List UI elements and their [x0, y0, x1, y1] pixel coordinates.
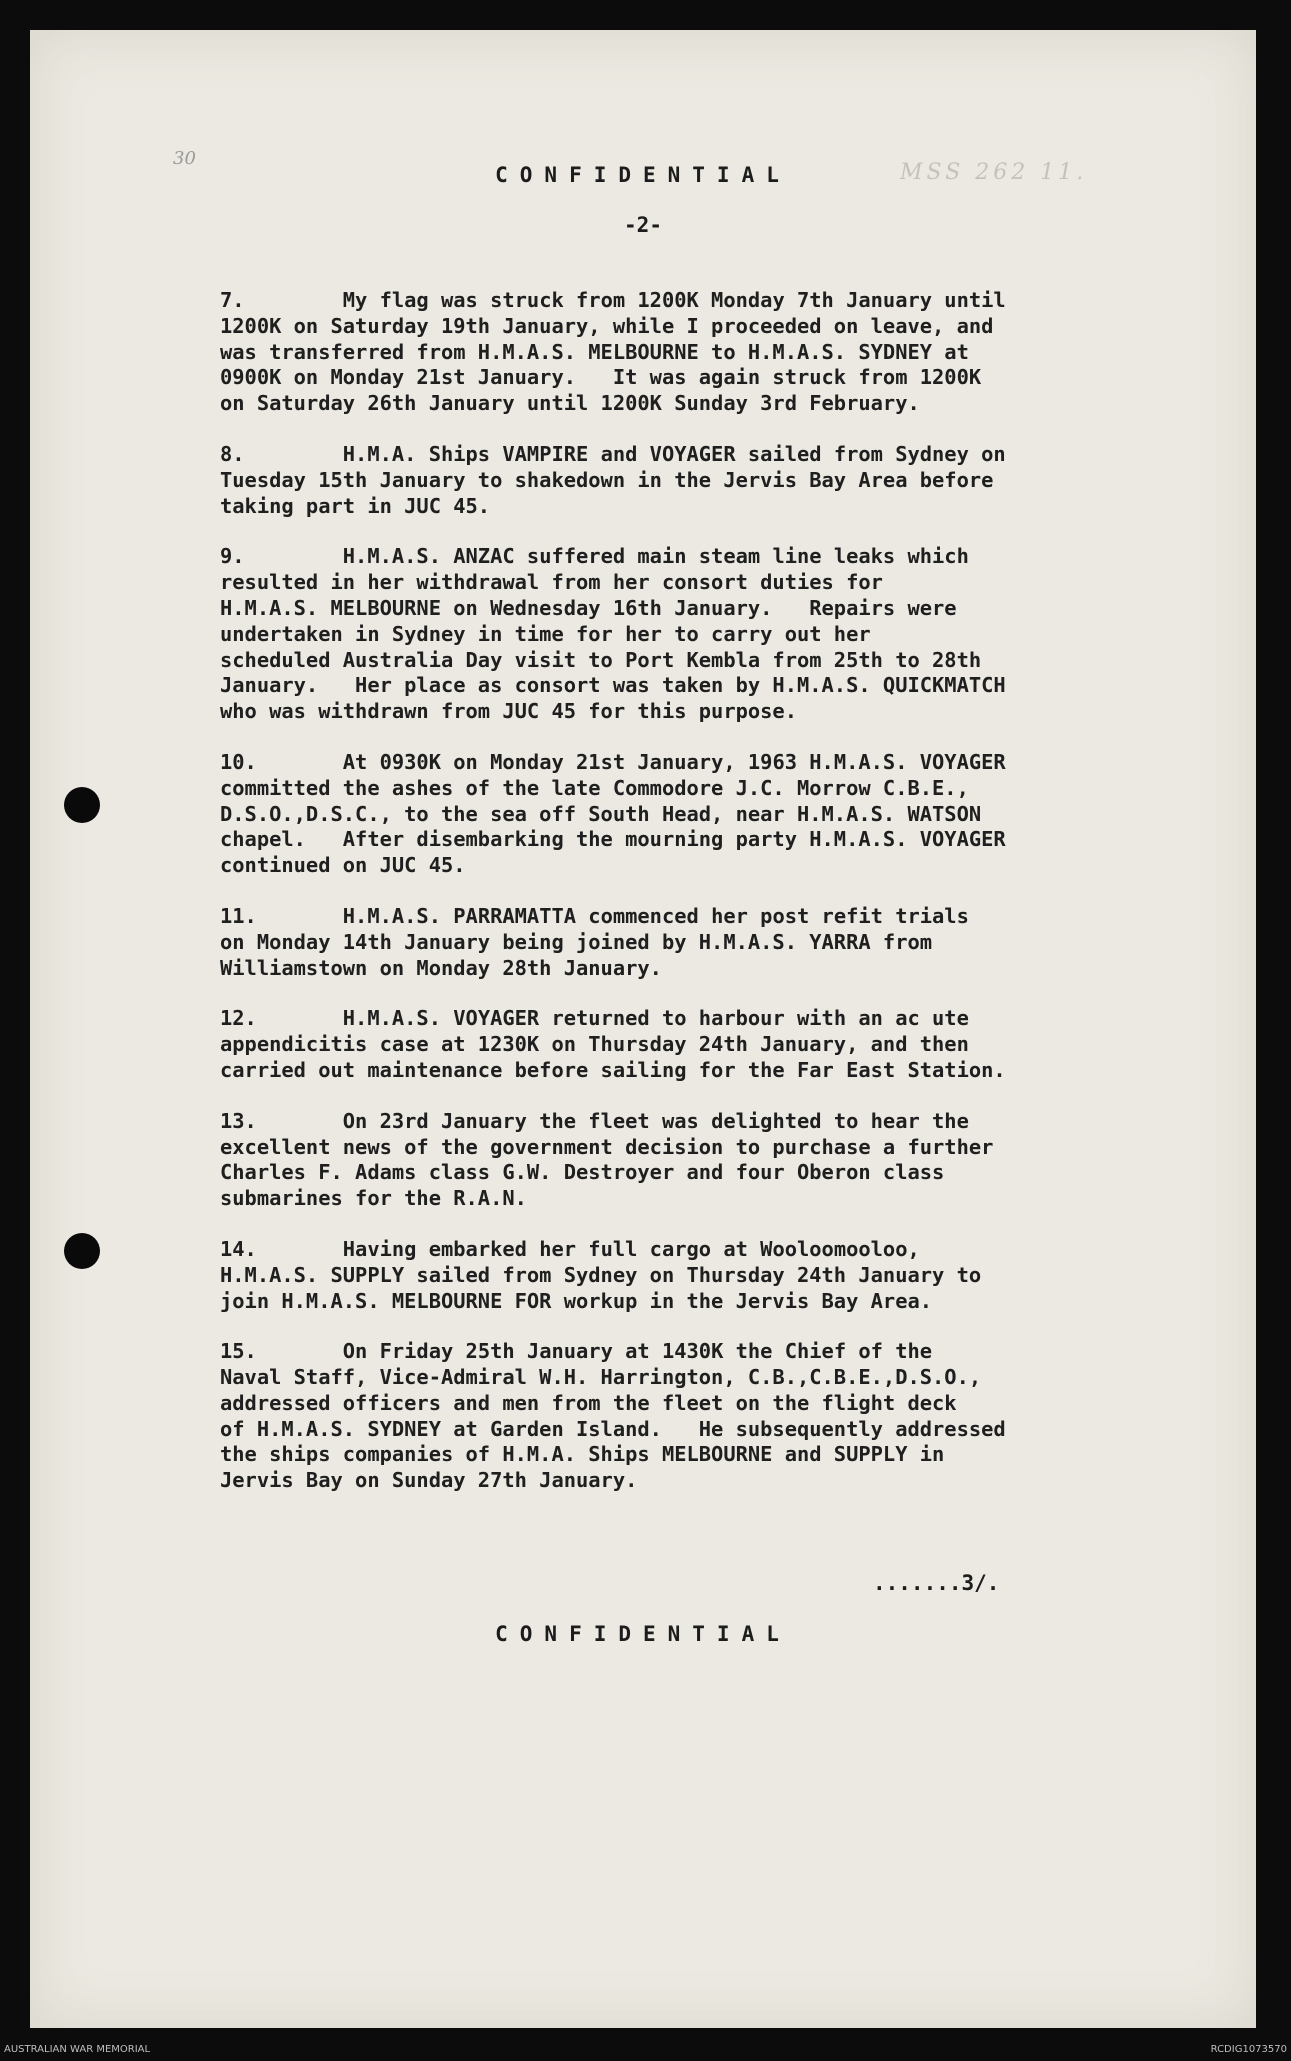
page-number: -2- — [624, 213, 662, 237]
paragraph-number: 13. — [220, 1108, 257, 1133]
paragraph-number: 15. — [220, 1339, 257, 1364]
paragraph-number: 12. — [220, 1006, 257, 1031]
margin-note-left: 30 — [173, 148, 196, 169]
document-page — [30, 30, 1256, 2028]
paragraph-line: Charles F. Adams class G.W. Destroyer and four Oberon class — [220, 1160, 945, 1185]
footer-confidential: CONFIDENTIAL — [495, 1622, 791, 1646]
paragraph-line: Jervis Bay on Sunday 27th January. — [220, 1468, 638, 1493]
paragraph-line: At 0930K on Monday 21st January, 1963 H.M.A.S. VOYAGER — [256, 749, 1006, 774]
paragraph-13 — [220, 1109, 1200, 1212]
document-body — [220, 288, 1200, 1519]
punch-hole — [64, 787, 100, 823]
paragraph-line: My flag was struck from 1200K Monday 7th January until — [244, 288, 1006, 312]
margin-note-right: MSS 262 11. — [900, 160, 1088, 185]
paragraph-line: was transferred from H.M.A.S. MELBOURNE to H.M.A.S. SYDNEY at — [220, 339, 969, 364]
archive-label-left: AUSTRALIAN WAR MEMORIAL — [4, 2044, 151, 2055]
paragraph-line: 1200K on Saturday 19th January, while I proceeded on leave, and — [220, 313, 994, 338]
paragraph-line: carried out maintenance before sailing for the Far East Station. — [220, 1057, 1006, 1082]
paragraph-15 — [220, 1339, 1200, 1494]
paragraph-11 — [220, 904, 1200, 981]
paragraph-line: Tuesday 15th January to shakedown in the Jervis Bay Area before — [220, 467, 994, 492]
paragraph-line: 0900K on Monday 21st January. It was again struck from 1200K — [220, 365, 982, 390]
paragraph-8 — [220, 442, 1200, 519]
paragraph-line: on Saturday 26th January until 1200K Sunday 3rd February. — [220, 391, 920, 416]
paragraph-line: addressed officers and men from the fleet on the flight deck — [220, 1390, 957, 1415]
paragraph-14 — [220, 1237, 1200, 1314]
paragraph-number: 11. — [220, 903, 257, 928]
paragraph-line: excellent news of the government decision to purchase a further — [220, 1134, 994, 1159]
paragraph-line: January. Her place as consort was taken by H.M.A.S. QUICKMATCH — [220, 673, 1006, 698]
paragraph-line: join H.M.A.S. MELBOURNE FOR workup in the Jervis Bay Area. — [220, 1288, 933, 1313]
paragraph-line: On Friday 25th January at 1430K the Chief of the — [256, 1339, 933, 1364]
paragraph-line: of H.M.A.S. SYDNEY at Garden Island. He subsequently addressed — [220, 1416, 1006, 1441]
paragraph-line: the ships companies of H.M.A. Ships MELBOURNE and SUPPLY in — [220, 1442, 945, 1467]
paragraph-12 — [220, 1006, 1200, 1083]
paragraph-line: Naval Staff, Vice-Admiral W.H. Harrington, C.B.,C.B.E.,D.S.O., — [220, 1365, 982, 1390]
paragraph-line: H.M.A.S. SUPPLY sailed from Sydney on Thursday 24th January to — [220, 1262, 982, 1287]
paragraph-line: resulted in her withdrawal from her consort duties for — [220, 570, 883, 595]
paragraph-line: H.M.A.S. PARRAMATTA commenced her post refit trials — [256, 903, 969, 928]
paragraph-line: who was withdrawn from JUC 45 for this purpose. — [220, 699, 797, 724]
paragraph-line: Having embarked her full cargo at Wooloomooloo, — [256, 1236, 920, 1261]
paragraph-line: continued on JUC 45. — [220, 853, 466, 878]
paragraph-line: H.M.A.S. ANZAC suffered main steam line leaks which — [244, 544, 969, 569]
paragraph-line: on Monday 14th January being joined by H.M.A.S. YARRA from — [220, 929, 933, 954]
paragraph-number: 10. — [220, 749, 257, 774]
paragraph-line: submarines for the R.A.N. — [220, 1186, 527, 1211]
paragraph-10 — [220, 750, 1200, 879]
punch-hole — [64, 1233, 100, 1269]
paragraph-line: committed the ashes of the late Commodore J.C. Morrow C.B.E., — [220, 775, 969, 800]
paragraph-7 — [220, 288, 1200, 417]
paragraph-line: undertaken in Sydney in time for her to carry out her — [220, 621, 871, 646]
paragraph-9 — [220, 544, 1200, 725]
paragraph-number: 9. — [220, 544, 245, 569]
paragraph-line: Williamstown on Monday 28th January. — [220, 955, 662, 980]
archive-label-right: RCDIG1073570 — [1210, 2044, 1287, 2055]
paragraph-line: H.M.A. Ships VAMPIRE and VOYAGER sailed from Sydney on — [244, 441, 1006, 466]
paragraph-line: On 23rd January the fleet was delighted to hear the — [256, 1108, 969, 1133]
paragraph-number: 14. — [220, 1236, 257, 1261]
paragraph-line: appendicitis case at 1230K on Thursday 24th January, and then — [220, 1032, 969, 1057]
paragraph-line: H.M.A.S. MELBOURNE on Wednesday 16th January. Repairs were — [220, 595, 957, 620]
paragraph-line: scheduled Australia Day visit to Port Kembla from 25th to 28th — [220, 647, 982, 672]
header-confidential: CONFIDENTIAL — [495, 163, 791, 187]
paragraph-line: D.S.O.,D.S.C., to the sea off South Head, near H.M.A.S. WATSON — [220, 801, 982, 826]
continued-marker: .......3/. — [873, 1571, 1000, 1595]
paragraph-line: H.M.A.S. VOYAGER returned to harbour with an ac ute — [256, 1006, 969, 1031]
paragraph-line: taking part in JUC 45. — [220, 493, 491, 518]
paragraph-number: 8. — [220, 441, 245, 466]
paragraph-line: chapel. After disembarking the mourning party H.M.A.S. VOYAGER — [220, 827, 1006, 852]
paragraph-number: 7. — [220, 288, 245, 312]
